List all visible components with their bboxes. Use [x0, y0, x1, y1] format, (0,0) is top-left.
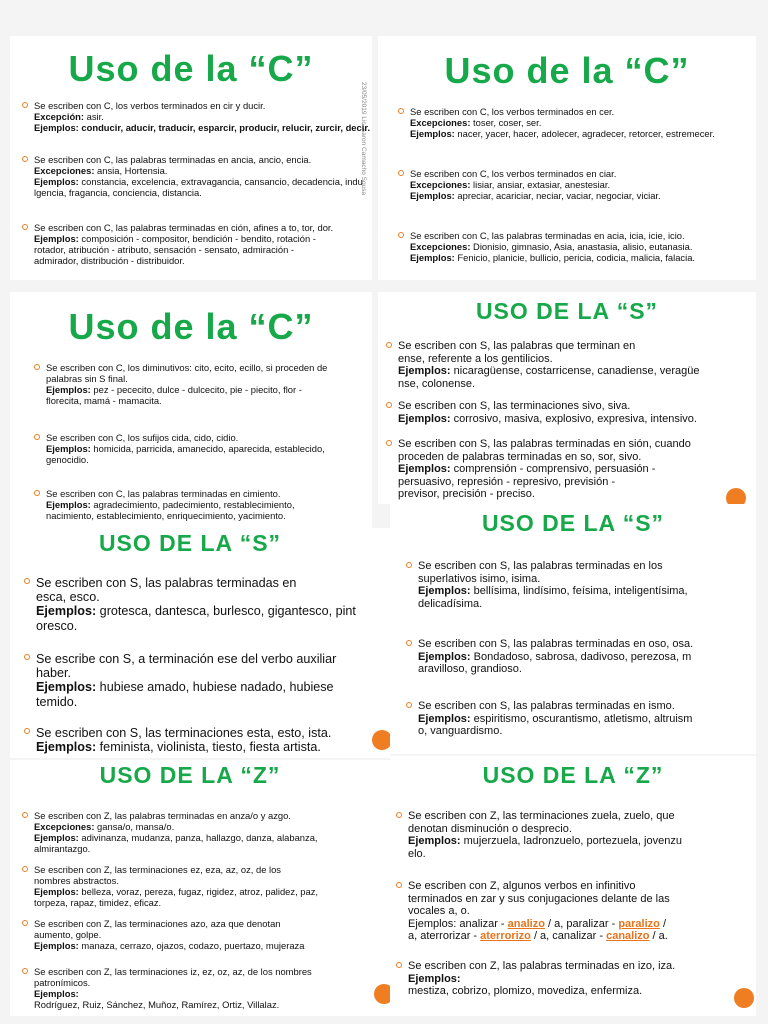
rule-3: Se escriben con S, las terminaciones esta, esto, ista. Ejemplos: feminista, violinista, tiesto, fiesta artista. — [36, 726, 386, 754]
bullet-icon — [34, 490, 40, 496]
title-text: USO DE LA “Z” — [99, 762, 281, 788]
card-uso-z-2 — [390, 756, 756, 1016]
rule-1: Se escriben con C, los verbos terminados en cer. Excepciones: toser, coser, ser. Ejemplos: nacer, yacer, hacer, adolecer, agradecer, retorcer, estremecer. — [410, 106, 750, 139]
rule-1: Se escriben con C, los diminutivos: cito, ecito, ecillo, si proceden de palabras sin S final. Ejemplos: pez - pececito, dulce - dulcecito, pie - piecito, flor - florecita, mamá - mamacita. — [46, 362, 366, 406]
bullet-icon — [24, 728, 30, 734]
card-title — [10, 530, 390, 557]
title-text: Uso de la “C” — [68, 48, 314, 89]
bullet-icon — [22, 866, 28, 872]
bullet-icon — [22, 968, 28, 974]
rule-1: Se escriben con S, las palabras terminadas en los superlativos isimo, isima. Ejemplos: bellísima, lindísimo, feísima, inteligentísima, delicadísima. — [418, 560, 754, 610]
orange-corner-icon — [372, 730, 390, 750]
rule-2: Se escriben con C, los sufijos cida, cido, cidio. Ejemplos: homicida, parricida, amanecido, aparecida, establecido, genocidio. — [46, 432, 366, 465]
rule-2: Se escriben con Z, las terminaciones ez, eza, az, oz, de los nombres abstractos. Ejemplos: belleza, voraz, pereza, fugaz, rigidez, atroz, palidez, paz, torpeza, rapaz, timidez, eficaz. — [34, 864, 388, 908]
rule-2: Se escriben con C, los verbos terminados en ciar. Excepciones: lisiar, ansiar, extasiar, anestesiar. Ejemplos: apreciar, acariciar, neciar, vaciar, negociar, viciar. — [410, 168, 750, 201]
rule-1: Se escriben con Z, las terminaciones zuela, zuelo, que denotan disminución o desprecio. Ejemplos: mujerzuela, ladronzuelo, portezuela, jovenzu elo. — [408, 810, 754, 860]
rule-1: Se escriben con C, los verbos terminados en cir y ducir. Excepción: asir. Ejemplos: conducir, aducir, traducir, esparcir, producir, relucir, zurcir, decir. — [34, 100, 364, 133]
bullet-icon — [386, 440, 392, 446]
conjugation-line-1: Ejemplos: analizar - analizo / a, paralizar - paralizo / — [408, 917, 667, 930]
rule-3: Se escriben con C, las palabras terminadas en cimiento. Ejemplos: agradecimiento, padecimiento, restablecimiento, nacimiento, establecimiento, enriquecimiento, yacimiento. — [46, 488, 366, 521]
rule-1: Se escriben con S, las palabras que terminan en ense, referente a los gentilicios. Ejemplos: nicaragüense, costarricense, canadiense, veragüe nse, colonense. — [398, 340, 750, 390]
rule-3: Se escriben con C, las palabras terminadas en ción, afines a to, tor, dor. Ejemplos: composición - compositor, bendición - bendito, rotación - rotador, atribución - atributo, sensación - sensato, admiración - admirador, distribución - distribuidor. — [34, 222, 364, 266]
bullet-icon — [406, 702, 412, 708]
title-text: USO DE LA “Z” — [482, 762, 664, 788]
bullet-icon — [396, 882, 402, 888]
bullet-icon — [34, 434, 40, 440]
bullet-icon — [22, 224, 28, 230]
card-title — [390, 762, 756, 789]
rule-4: Se escriben con Z, las terminaciones iz, ez, oz, az, de los nombres patronímicos. Ejemplos: Rodríguez, Ruiz, Sánchez, Muñoz, Ramírez, Ortiz, Villalaz. — [34, 966, 388, 1010]
card-title — [378, 298, 756, 325]
card-uso-c-1 — [10, 36, 372, 280]
bullet-icon — [22, 812, 28, 818]
bullet-icon — [398, 108, 404, 114]
rule-3: Se escriben con S, las palabras terminadas en ismo. Ejemplos: espiritismo, oscurantismo, atletismo, altruism o, vanguardismo. — [418, 700, 754, 738]
card-uso-s-2 — [10, 528, 390, 758]
rule-3: Se escriben con S, las palabras terminadas en sión, cuando proceden de palabras terminadas en so, sor, sivo. Ejemplos: comprensión - comprensivo, persuasión - persuasivo, represión - represivo, previsión - previsor, precisión - preciso. — [398, 438, 750, 501]
bullet-icon — [22, 102, 28, 108]
rule-3: Se escriben con Z, las terminaciones azo, aza que denotan aumento, golpe. Ejemplos: manaza, cerrazo, ojazos, codazo, puertazo, mujeraza — [34, 918, 388, 951]
rule-3: Se escriben con C, las palabras terminadas en acia, icia, icie, icio. Excepciones: Dionisio, gimnasio, Asia, anastasia, alisio, eutanasia. Ejemplos: Fenicio, planicie, bullicio, pericia, codicia, malicia, falacia. — [410, 230, 750, 263]
rule-2: Se escriben con S, las terminaciones sivo, siva. Ejemplos: corrosivo, masiva, explosivo, expresiva, intensivo. — [398, 400, 750, 425]
conjugation-line-2: a, aterrorizar - aterrorizo / a, canalizar - canalizo / a. — [408, 930, 668, 942]
rule-2: Se escriben con C, las palabras terminadas en ancia, ancio, encia. Excepciones: ansia, Hortensia. Ejemplos: constancia, excelencia, extravagancia, cansancio, decadencia, indu lgencia, fragancia, conciencia, distancia. — [34, 154, 364, 198]
orange-corner-icon — [734, 988, 754, 1008]
card-title — [10, 48, 372, 90]
card-uso-c-3 — [10, 292, 372, 528]
orange-corner-icon — [374, 984, 390, 1004]
bullet-icon — [398, 232, 404, 238]
rule-3: Se escriben con Z, las palabras terminadas en izo, iza. Ejemplos: mestiza, cobrizo, plomizo, movediza, enfermiza. — [408, 960, 754, 998]
card-title — [390, 510, 756, 537]
title-text: USO DE LA “S” — [98, 530, 282, 556]
side-note: 23/05/2019 Lic. Aaron Camacho Sousa — [360, 82, 367, 196]
bullet-icon — [24, 578, 30, 584]
rule-1: Se escriben con S, las palabras terminadas en esca, esco. Ejemplos: grotesca, dantesca, burlesco, gigantesco, pint oresco. — [36, 576, 386, 633]
card-title — [10, 762, 390, 789]
bullet-icon — [398, 170, 404, 176]
rule-2: Se escriben con Z, algunos verbos en infinitivo terminados en zar y sus conjugaciones delante de las vocales a, o. Ejemplos: analizar - analizo / a, paralizar - paralizo / a, aterrorizar - aterrorizo / a, canalizar - canalizo / a. — [408, 880, 754, 943]
bullet-icon — [22, 920, 28, 926]
bullet-icon — [396, 812, 402, 818]
title-text: USO DE LA “S” — [475, 298, 659, 324]
title-text: USO DE LA “S” — [481, 510, 665, 536]
card-uso-s-3 — [390, 504, 756, 754]
orange-corner-icon — [726, 488, 746, 504]
card-uso-c-2 — [378, 36, 756, 280]
bullet-icon — [22, 156, 28, 162]
rule-2: Se escriben con S, las palabras terminadas en oso, osa. Ejemplos: Bondadoso, sabrosa, dadivoso, perezosa, m aravilloso, grandioso. — [418, 638, 754, 676]
card-title — [378, 50, 756, 92]
bullet-icon — [406, 640, 412, 646]
bullet-icon — [386, 402, 392, 408]
bullet-icon — [386, 342, 392, 348]
bullet-icon — [406, 562, 412, 568]
title-text: Uso de la “C” — [68, 306, 314, 347]
bullet-icon — [24, 654, 30, 660]
title-text: Uso de la “C” — [444, 50, 690, 91]
card-uso-s-1 — [378, 292, 756, 504]
card-uso-z-1 — [10, 760, 390, 1016]
bullet-icon — [34, 364, 40, 370]
rule-2: Se escribe con S, a terminación ese del verbo auxiliar haber. Ejemplos: hubiese amado, hubiese nadado, hubiese temido. — [36, 652, 386, 709]
rule-1: Se escriben con Z, las palabras terminadas en anza/o y azgo. Excepciones: gansa/o, mansa/o. Ejemplos: adivinanza, mudanza, panza, hallazgo, danza, alabanza, almirantazgo. — [34, 810, 388, 854]
bullet-icon — [396, 962, 402, 968]
card-title — [10, 306, 372, 348]
